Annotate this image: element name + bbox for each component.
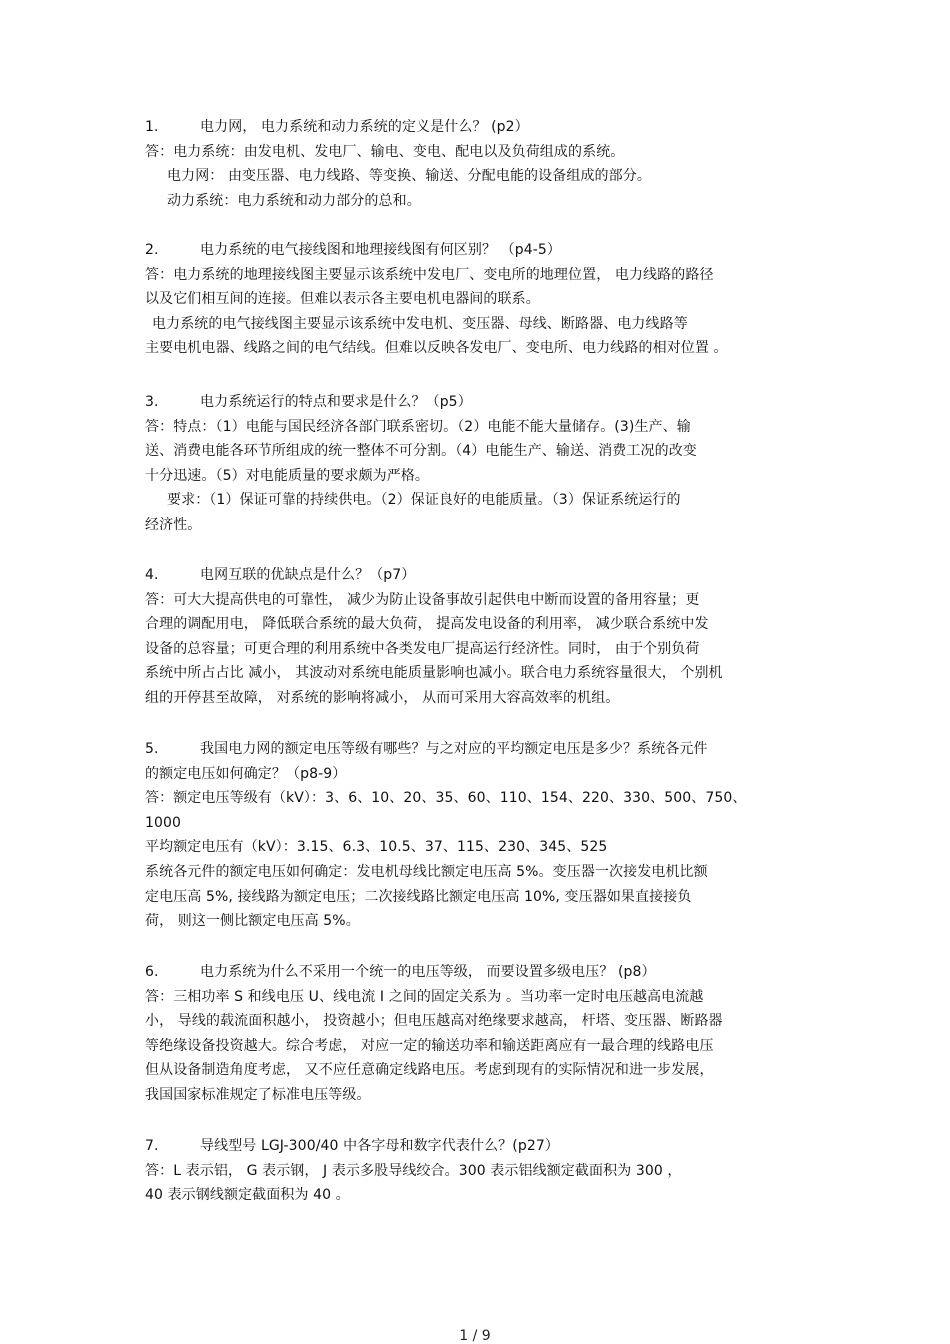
question-3 [145, 390, 845, 538]
question-number: 2. [145, 242, 159, 258]
answer-line: 答：可大大提高供电的可靠性， 减少为防止设备事故引起供电中断而设置的备用容量；更 [145, 591, 700, 608]
question-title: 2. 电力系统的电气接线图和地理接线图有何区别？ （p4-5） [145, 238, 845, 263]
answer-line: 主要电机电器、线路之间的电气结线。但难以反映各发电厂、变电所、电力线路的相对位置 。 [145, 340, 728, 357]
question-number: 3. [145, 394, 159, 410]
answer-line: 答：电力系统：由发电机、发电厂、输电、变电、配电以及负荷组成的系统。 [145, 143, 625, 160]
question-4 [145, 563, 845, 711]
answer-line: 定电压高 5%, 接线路为额定电压；二次接线路比额定电压高 10%, 变压器如果直接接负 [145, 888, 692, 905]
question-title: 3. 电力系统运行的特点和要求是什么？（p5） [145, 390, 845, 415]
question-2 [145, 238, 845, 361]
question-7 [145, 1134, 845, 1208]
question-number: 4. [145, 567, 159, 583]
answer-line: 的额定电压如何确定？（p8-9） [145, 765, 347, 782]
question-5 [145, 737, 845, 934]
answer-line: 合理的调配用电， 降低联合系统的最大负荷， 提高发电设备的利用率， 减少联合系统中发 [145, 616, 709, 633]
answer-line: 40 表示钢线额定截面积为 40 。 [145, 1187, 350, 1204]
question-title: 4. 电网互联的优缺点是什么？（p7） [145, 563, 845, 588]
question-6 [145, 960, 845, 1108]
answer-line: 答：三相功率 S 和线电压 U、线电流 I 之间的固定关系为 。当功率一定时电压越高电流越 [145, 988, 704, 1005]
answer-line: 设备的总容量；可更合理的利用系统中各类发电厂提高运行经济性。同时， 由于个别负荷 [145, 640, 700, 657]
answer-line: 动力系统：电力系统和动力部分的总和。 [167, 192, 421, 209]
answer-line: 经济性。 [145, 516, 202, 533]
answer-line: 我国国家标准规定了标准电压等级。 [145, 1086, 371, 1103]
answer-line: 答：特点：（1）电能与国民经济各部门联系密切。（2）电能不能大量储存。(3)生产、输 [145, 418, 691, 435]
answer-line: 但从设备制造角度考虑， 又不应任意确定线路电压。考虑到现有的实际情况和进一步发展， [145, 1062, 714, 1079]
question-title: 1. 电力网， 电力系统和动力系统的定义是什么？ (p2） [145, 115, 845, 140]
answer-line: 以及它们相互间的连接。但难以表示各主要电机电器间的联系。 [145, 291, 540, 308]
answer-line: 要求：（1）保证可靠的持续供电。（2）保证良好的电能质量。（3）保证系统运行的 [167, 492, 681, 509]
answer-line: 1000 [145, 814, 182, 831]
answer-line: 等绝缘设备投资越大。综合考虑， 对应一定的输送功率和输送距离应有一最合理的线路电压 [145, 1037, 714, 1054]
answer-line: 十分迅速。（5）对电能质量的要求颇为严格。 [145, 467, 430, 484]
question-number: 7. [145, 1138, 159, 1154]
answer-line: 平均额定电压有（kV）：3.15、6.3、10.5、37、115、230、345、525 [145, 839, 608, 856]
question-number: 1. [145, 119, 159, 135]
answer-line: 答：电力系统的地理接线图主要显示该系统中发电厂、变电所的地理位置， 电力线路的路径 [145, 266, 714, 283]
question-title: 6. 电力系统为什么不采用一个统一的电压等级， 而要设置多级电压？ (p8） [145, 960, 845, 985]
answer-line: 组的开停甚至故障， 对系统的影响将减小， 从而可采用大容高效率的机组。 [145, 689, 620, 706]
answer-line: 答：额定电压等级有（kV）：3、6、10、20、35、60、110、154、220、330、500、750、 [145, 790, 747, 807]
answer-line: 荷， 则这一侧比额定电压高 5%。 [145, 913, 360, 930]
question-title: 5. 我国电力网的额定电压等级有哪些？与之对应的平均额定电压是多少？系统各元件 [145, 737, 845, 762]
question-number: 6. [145, 964, 159, 980]
question-1 [145, 115, 845, 213]
page-number: 1 / 9 [459, 1328, 491, 1344]
question-number: 5. [145, 741, 159, 757]
answer-line: 送、消费电能各环节所组成的统一整体不可分割。（4）电能生产、输送、消费工况的改变 [145, 443, 697, 460]
answer-line: 系统中所占占比 减小， 其波动对系统电能质量影响也减小。联合电力系统容量很大， 个别机 [145, 665, 723, 682]
question-title: 7. 导线型号 LGJ-300/40 中各字母和数字代表什么？(p27） [145, 1134, 845, 1159]
answer-line: 系统各元件的额定电压如何确定：发电机母线比额定电压高 5%。变压器一次接发电机比额 [145, 863, 708, 880]
answer-line: 电力系统的电气接线图主要显示该系统中发电机、变压器、母线、断路器、电力线路等 [152, 315, 688, 332]
answer-line: 答：L 表示铝， G 表示钢， J 表示多股导线绞合。300 表示铝线额定截面积为 300 ， [145, 1162, 682, 1179]
answer-line: 小， 导线的载流面积越小， 投资越小；但电压越高对绝缘要求越高， 杆塔、变压器、断路器 [145, 1013, 723, 1030]
answer-line: 电力网： 由变压器、电力线路、等变换、输送、分配电能的设备组成的部分。 [167, 168, 651, 185]
